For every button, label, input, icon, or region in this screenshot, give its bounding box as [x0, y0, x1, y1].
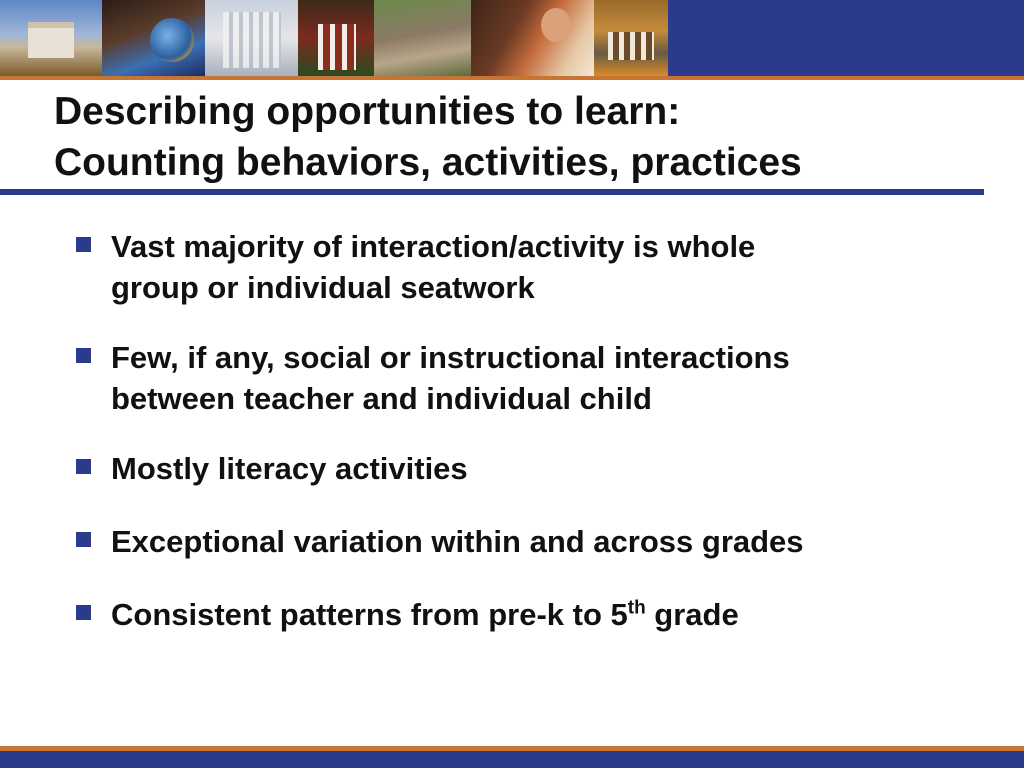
bullet-line: Vast majority of interaction/activity is whole — [111, 229, 756, 264]
colonnade-photo — [298, 0, 374, 76]
bullet-item — [76, 448, 1006, 489]
square-bullet-icon — [76, 532, 91, 547]
square-bullet-icon — [76, 605, 91, 620]
bullet-item — [76, 594, 1006, 635]
square-bullet-icon — [76, 237, 91, 252]
photo-strip — [0, 0, 668, 76]
bullet-text: Mostly literacy activities — [111, 451, 468, 486]
slide-title — [54, 86, 994, 188]
serpentine-wall-photo — [374, 0, 471, 76]
bullet-text-tail: grade — [645, 597, 739, 632]
title-line-2: Counting behaviors, activities, practices — [54, 141, 802, 184]
bullet-line: Few, if any, social or instructional interactions — [111, 340, 790, 375]
bullet-text-main: Consistent patterns from pre-k to 5 — [111, 597, 628, 632]
title-line-1: Describing opportunities to learn: — [54, 90, 681, 133]
students-photo — [471, 0, 594, 76]
bullet-text — [111, 226, 755, 308]
footer-bar — [0, 751, 1024, 768]
bullet-item — [76, 337, 1006, 419]
square-bullet-icon — [76, 459, 91, 474]
campus-autumn-photo — [594, 0, 668, 76]
square-bullet-icon — [76, 348, 91, 363]
bullet-text — [111, 594, 739, 635]
bullet-item — [76, 226, 1006, 308]
column-capital-photo — [205, 0, 298, 76]
superscript-suffix: th — [627, 597, 646, 619]
bullet-text: Exceptional variation within and across grades — [111, 524, 804, 559]
rotunda-photo — [0, 0, 102, 76]
bullet-item — [76, 521, 1006, 562]
bullet-line: group or individual seatwork — [111, 270, 535, 305]
children-with-globe-photo — [102, 0, 205, 76]
bullet-text — [111, 337, 790, 419]
bullet-list — [76, 226, 1006, 635]
banner-divider — [0, 76, 1024, 80]
header-banner — [0, 0, 1024, 76]
title-underline — [0, 189, 984, 195]
bullet-line: between teacher and individual child — [111, 381, 652, 416]
